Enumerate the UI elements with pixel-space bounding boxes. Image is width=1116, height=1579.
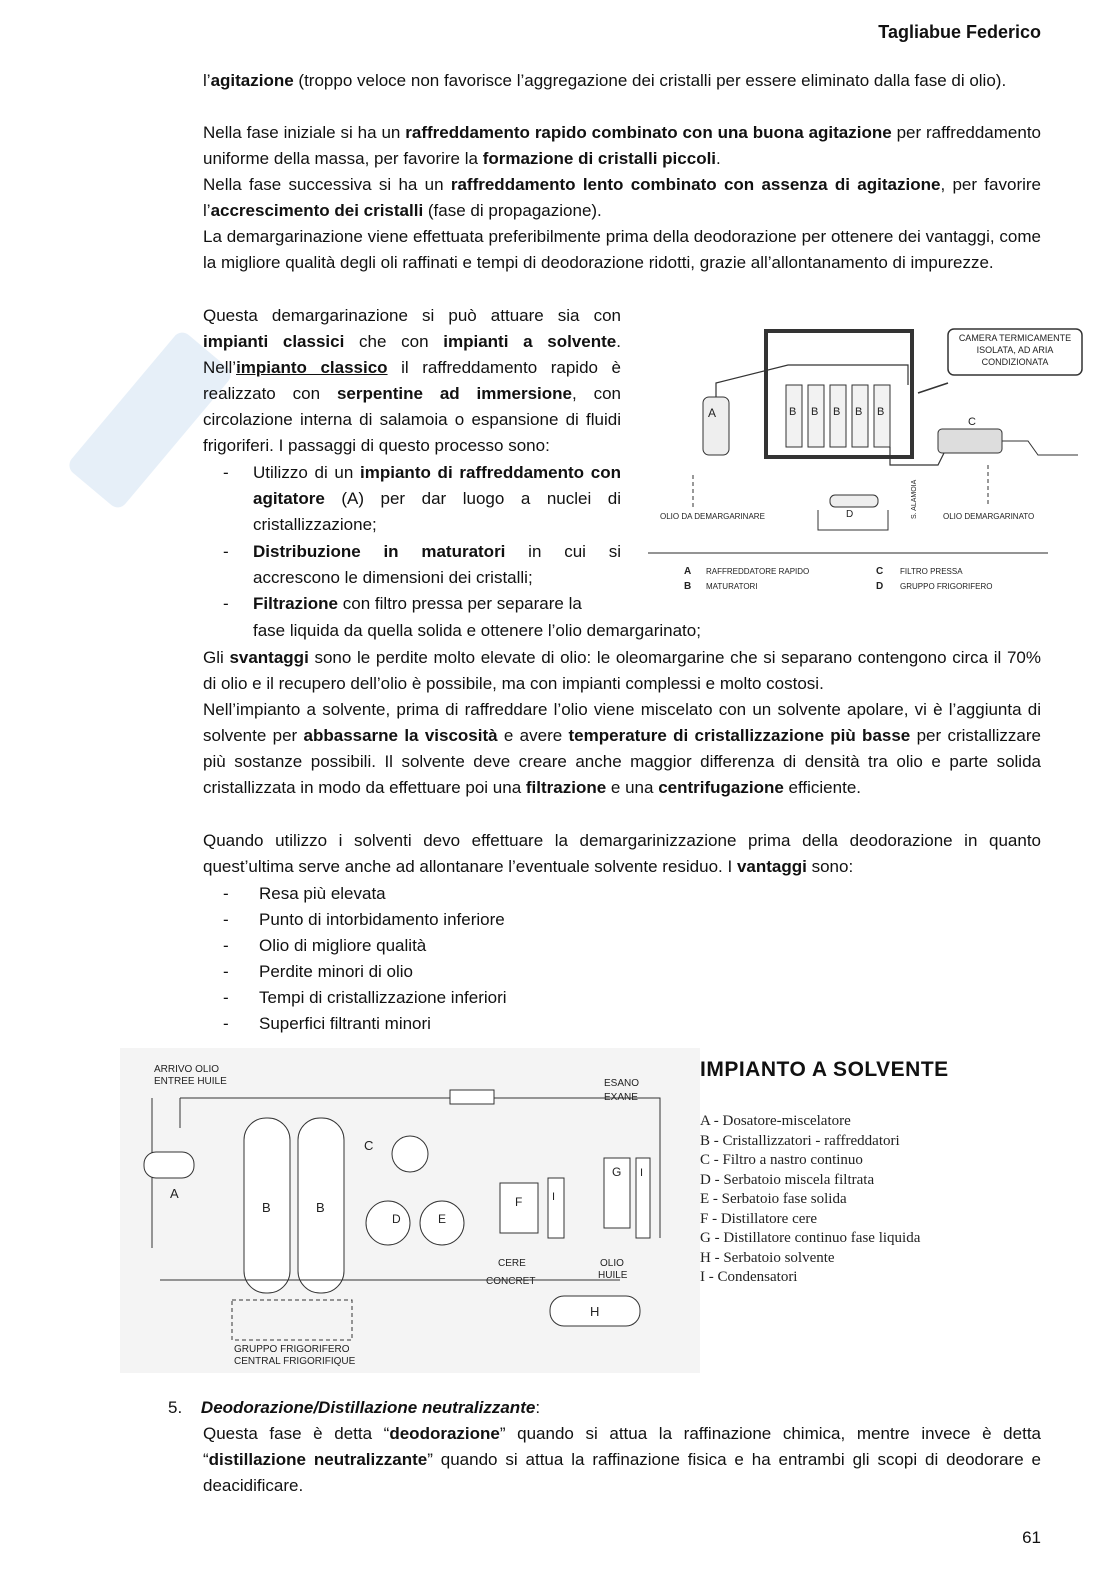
dosing-mixer: [144, 1152, 194, 1178]
label-b: B: [811, 406, 819, 418]
paragraph-impianti: Questa demargarinazione si può attuare sia con impianti classici che con impianti a solvente. Nell’impianto classico il raffreddamento rapido è realizzato con serpentine ad immersione, con circolazione interna di salamoia o espansione di fluidi frigoriferi. I passaggi di questo processo sono:: [203, 306, 621, 455]
label-entree: ENTREE HUILE: [154, 1076, 227, 1087]
refrigeration-unit: [830, 495, 878, 507]
legend-item: H - Serbatoio solvente: [700, 1249, 835, 1266]
section-number: 5.: [168, 1398, 183, 1417]
legend-key: A: [684, 566, 692, 577]
label-b: B: [316, 1200, 325, 1215]
label-b: B: [262, 1200, 271, 1215]
label-cere: CERE: [498, 1258, 526, 1269]
label-esano: ESANO: [604, 1078, 640, 1089]
label-c: C: [364, 1138, 374, 1153]
header-author: Tagliabue Federico: [878, 22, 1041, 42]
figure-title: IMPIANTO A SOLVENTE: [700, 1058, 949, 1081]
diagram-impianto-classico: [648, 325, 1083, 610]
paragraph-fase-successiva: Nella fase successiva si ha un raffreddamento lento combinato con assenza di agitazione, per favorire l’accrescimento dei cristalli (fase di propagazione).: [203, 175, 1041, 220]
label-central: CENTRAL FRIGORIFIQUE: [234, 1356, 356, 1367]
label-oil-out: OLIO DEMARGARINATO: [943, 512, 1035, 521]
advantage-item: Punto di intorbidamento inferiore: [259, 910, 505, 929]
legend-item: B - Cristallizzatori - raffreddatori: [700, 1132, 900, 1149]
screw-conveyor: [450, 1090, 494, 1104]
legend-value: FILTRO PRESSA: [900, 567, 963, 576]
step-item: Filtrazione con filtro pressa per separare la: [253, 594, 582, 613]
label-a: A: [708, 406, 717, 420]
label-huile: HUILE: [598, 1270, 628, 1281]
solvent-plant-legend: [700, 1058, 990, 1288]
step-item: Utilizzo di un impianto di raffreddamento con agitatore (A) per dar luogo a nuclei di cristallizzazione;: [253, 463, 621, 534]
advantage-item: Resa più elevata: [259, 884, 386, 903]
legend-item: I - Condensatori: [700, 1269, 798, 1285]
dash: -: [223, 962, 229, 981]
callout-line: CAMERA TERMICAMENTE: [958, 333, 1072, 343]
label-i: I: [552, 1191, 556, 1203]
diagram-impianto-solvente: [120, 1048, 990, 1373]
label-g: G: [612, 1165, 622, 1179]
solvent-plant-schematic: [120, 1048, 700, 1373]
step-item: Distribuzione in maturatori in cui si accrescono le dimensioni dei cristalli;: [253, 542, 621, 587]
section-title: Deodorazione/Distillazione neutralizzante: [200, 1398, 536, 1417]
label-d: D: [846, 509, 854, 520]
paragraph-fase-iniziale: Nella fase iniziale si ha un raffreddamento rapido combinato con una buona agitazione per raffreddamento uniforme della massa, per favorire la formazione di cristalli piccoli.: [203, 123, 1042, 168]
legend-key: C: [876, 566, 884, 577]
label-e: E: [438, 1212, 447, 1226]
dash: -: [223, 542, 229, 561]
legend-key: B: [684, 581, 692, 592]
callout-line: CONDIZIONATA: [981, 357, 1049, 367]
label-exane: EXANE: [604, 1092, 638, 1103]
dash: -: [223, 910, 229, 929]
dash: -: [223, 594, 229, 613]
legend-item: A - Dosatore-miscelatore: [700, 1113, 851, 1129]
advantage-item: Tempi di cristallizzazione inferiori: [259, 988, 507, 1007]
label-i: I: [640, 1167, 644, 1179]
label-salamoia: S. ALAMOIA: [911, 479, 918, 519]
advantage-item: Olio di migliore qualità: [259, 936, 427, 955]
section-5-heading: 5. Deodorazione/Distillazione neutralizzante:: [168, 1398, 541, 1417]
condenser: [548, 1178, 564, 1238]
legend-item: D - Serbatoio miscela filtrata: [700, 1171, 875, 1188]
legend-value: RAFFREDDATORE RAPIDO: [706, 567, 810, 576]
legend-item: C - Filtro a nastro continuo: [700, 1152, 863, 1168]
label-gruppo: GRUPPO FRIGORIFERO: [234, 1344, 350, 1355]
advantage-item: Perdite minori di olio: [259, 962, 414, 981]
paragraph-demargarinazione: La demargarinazione viene effettuata preferibilmente prima della deodorazione per ottenere dei vantaggi, come la migliore qualità degli oli raffinati e tempi di deodorazione ridotti, grazie all’allontanamento di impurezze.: [203, 227, 1041, 272]
label-a: A: [170, 1186, 179, 1201]
label-oil-in: OLIO DA DEMARGARINARE: [660, 512, 765, 521]
label-concret: CONCRET: [486, 1276, 536, 1287]
legend-value: GRUPPO FRIGORIFERO: [900, 582, 993, 591]
dash: -: [223, 1014, 229, 1033]
dash: -: [223, 463, 229, 482]
label-h: H: [590, 1304, 600, 1319]
legend-item: E - Serbatoio fase solida: [700, 1191, 847, 1207]
page-number: 61: [1022, 1528, 1041, 1547]
paragraph-deodorazione: Questa fase è detta “deodorazione” quando si attua la raffinazione chimica, mentre invece è detta “distillazione neutralizzante” quando si attua la raffinazione fisica e ha entrambi gli scopi di deodorare e deacidificare.: [203, 1424, 1041, 1495]
filtrate-tank: [366, 1201, 410, 1245]
legend-value: MATURATORI: [706, 582, 758, 591]
label-arrivo: ARRIVO OLIO: [154, 1064, 220, 1075]
filter-press: [938, 429, 1002, 453]
label-b: B: [833, 406, 841, 418]
callout-line: ISOLATA, AD ARIA: [976, 345, 1054, 355]
dash: -: [223, 936, 229, 955]
advantage-item: Superfici filtranti minori: [259, 1014, 431, 1033]
dash: -: [223, 988, 229, 1007]
paragraph-impianto-solvente: Nell’impianto a solvente, prima di raffreddare l’olio viene miscelato con un solvente apolare, vi è l’aggiunta di solvente per abbassarne la viscosità e avere temperature di cristallizzazione più basse per cristallizzare più sostanze possibili. Il solvente deve creare anche maggior differenza di densità tra olio e parte solida cristallizzata in modo da effettuare poi una filtrazione e una centrifugazione efficiente.: [203, 700, 1041, 797]
label-b: B: [855, 406, 863, 418]
paragraph-vantaggi: Quando utilizzo i solventi devo effettuare la demargarinizzazione prima della deodorazione in quanto quest’ultima serve anche ad allontanare l’eventuale solvente residuo. I vantaggi sono:: [203, 831, 1041, 876]
paragraph-agitazione: l’agitazione (troppo veloce non favorisce l’aggregazione dei cristalli per essere eliminato dalla fase di olio).: [203, 71, 1007, 90]
legend-item: F - Distillatore cere: [700, 1210, 818, 1227]
label-d: D: [392, 1212, 401, 1226]
label-b: B: [789, 406, 797, 418]
label-olio: OLIO: [600, 1258, 624, 1269]
label-b: B: [877, 406, 885, 418]
legend-item: G - Distillatore continuo fase liquida: [700, 1230, 921, 1246]
paragraph-svantaggi: Gli svantaggi sono le perdite molto elevate di olio: le oleomargarine che si separano contengono circa il 70% di olio e il recupero dell’olio è possibile, ma con impianti complessi e molto costosi.: [203, 648, 1042, 693]
belt-filter: [392, 1136, 428, 1172]
label-f: F: [515, 1195, 523, 1209]
label-c: C: [968, 416, 976, 428]
step-continuation: fase liquida da quella solida e ottenere l’olio demargarinato;: [253, 621, 701, 640]
dash: -: [223, 884, 229, 903]
legend-key: D: [876, 581, 884, 592]
